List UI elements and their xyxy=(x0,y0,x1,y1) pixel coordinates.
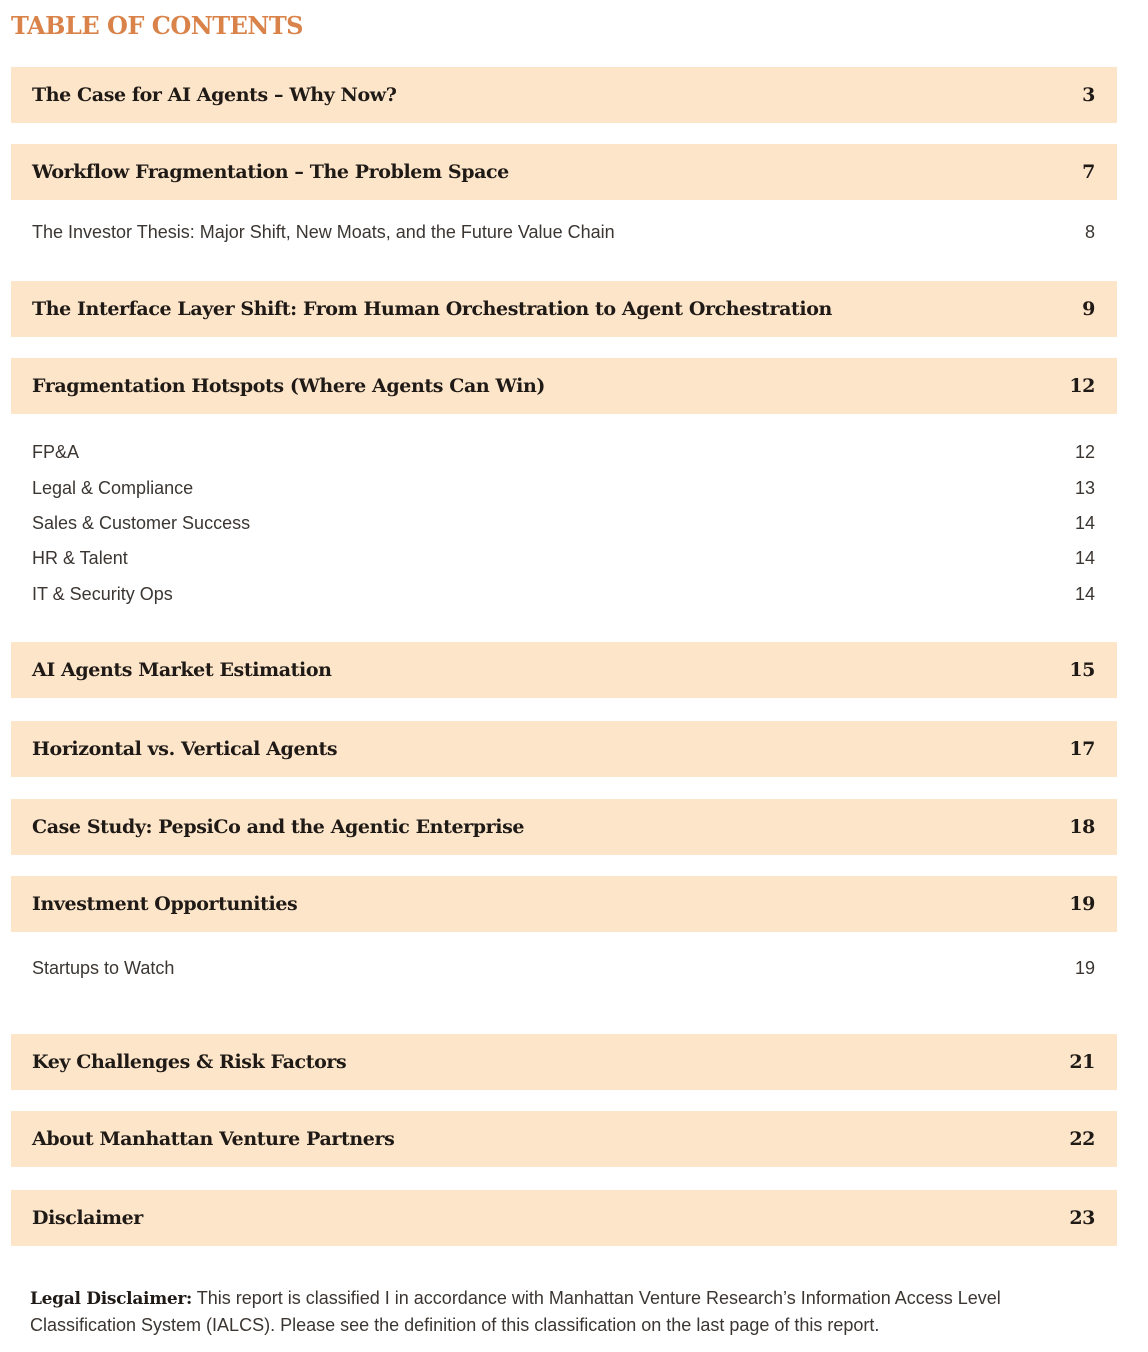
toc-sub-it-security-ops[interactable] xyxy=(32,581,1095,607)
toc-title: TABLE OF CONTENTS xyxy=(11,11,304,40)
toc-section-fragmentation-hotspots[interactable] xyxy=(11,358,1117,414)
toc-section-title: AI Agents Market Estimation xyxy=(32,659,332,681)
toc-section-about-mvp[interactable] xyxy=(11,1111,1117,1167)
toc-section-page: 21 xyxy=(1069,1051,1095,1073)
legal-disclaimer-label: Legal Disclaimer: xyxy=(30,1289,193,1309)
toc-section-page: 17 xyxy=(1069,738,1095,760)
toc-section-investment-opportunities[interactable] xyxy=(11,876,1117,932)
legal-disclaimer-text: This report is classified I in accordance with Manhattan Venture Research’s Information Access Level Classification System (IALCS). Please see the definition of this classification on the last page of this report. xyxy=(30,1288,1001,1335)
toc-sub-title: FP&A xyxy=(32,441,80,462)
toc-section-page: 3 xyxy=(1082,84,1095,106)
toc-sub-page: 14 xyxy=(1074,512,1095,533)
toc-section-title: The Case for AI Agents – Why Now? xyxy=(32,84,397,106)
toc-sub-page: 14 xyxy=(1074,547,1095,568)
toc-sub-startups-to-watch[interactable] xyxy=(32,955,1095,981)
toc-section-key-challenges[interactable] xyxy=(11,1034,1117,1090)
toc-section-page: 12 xyxy=(1069,375,1095,397)
toc-sub-page: 13 xyxy=(1074,477,1095,498)
toc-section-title: Horizontal vs. Vertical Agents xyxy=(32,738,338,760)
toc-section-interface-layer-shift[interactable] xyxy=(11,281,1117,337)
toc-sub-title: IT & Security Ops xyxy=(32,583,173,604)
legal-disclaimer xyxy=(30,1285,1070,1338)
toc-section-case-study-pepsico[interactable] xyxy=(11,799,1117,855)
toc-section-title: Key Challenges & Risk Factors xyxy=(32,1051,347,1073)
toc-section-page: 7 xyxy=(1082,161,1095,183)
toc-section-page: 22 xyxy=(1069,1128,1095,1150)
toc-sub-investor-thesis[interactable] xyxy=(32,219,1095,245)
toc-section-case-for-ai-agents[interactable] xyxy=(11,67,1117,123)
toc-section-disclaimer[interactable] xyxy=(11,1190,1117,1246)
toc-section-market-estimation[interactable] xyxy=(11,642,1117,698)
toc-sub-title: Startups to Watch xyxy=(32,957,175,978)
toc-sub-page: 14 xyxy=(1074,583,1095,604)
toc-sub-page: 12 xyxy=(1074,441,1095,462)
toc-sub-title: HR & Talent xyxy=(32,547,128,568)
toc-sub-legal-compliance[interactable] xyxy=(32,475,1095,501)
toc-section-title: Fragmentation Hotspots (Where Agents Can Win) xyxy=(32,375,545,397)
toc-section-title: The Interface Layer Shift: From Human Orchestration to Agent Orchestration xyxy=(32,298,832,320)
toc-sub-title: Legal & Compliance xyxy=(32,477,194,498)
toc-section-title: Disclaimer xyxy=(32,1207,143,1229)
toc-sub-title: The Investor Thesis: Major Shift, New Moats, and the Future Value Chain xyxy=(32,221,615,242)
toc-sub-fpa[interactable] xyxy=(32,439,1095,465)
toc-section-page: 15 xyxy=(1069,659,1095,681)
toc-section-page: 19 xyxy=(1069,893,1095,915)
toc-section-title: About Manhattan Venture Partners xyxy=(32,1128,395,1150)
toc-section-title: Investment Opportunities xyxy=(32,893,298,915)
toc-section-title: Case Study: PepsiCo and the Agentic Enterprise xyxy=(32,816,525,838)
toc-sub-page: 19 xyxy=(1074,957,1095,978)
toc-sub-page: 8 xyxy=(1084,221,1095,242)
toc-section-page: 9 xyxy=(1082,298,1095,320)
toc-sub-hr-talent[interactable] xyxy=(32,545,1095,571)
toc-sub-title: Sales & Customer Success xyxy=(32,512,251,533)
toc-section-page: 23 xyxy=(1069,1207,1095,1229)
toc-section-title: Workflow Fragmentation – The Problem Space xyxy=(32,161,509,183)
toc-section-page: 18 xyxy=(1069,816,1095,838)
toc-sub-sales-customer-success[interactable] xyxy=(32,510,1095,536)
toc-section-horizontal-vertical[interactable] xyxy=(11,721,1117,777)
toc-section-workflow-fragmentation[interactable] xyxy=(11,144,1117,200)
